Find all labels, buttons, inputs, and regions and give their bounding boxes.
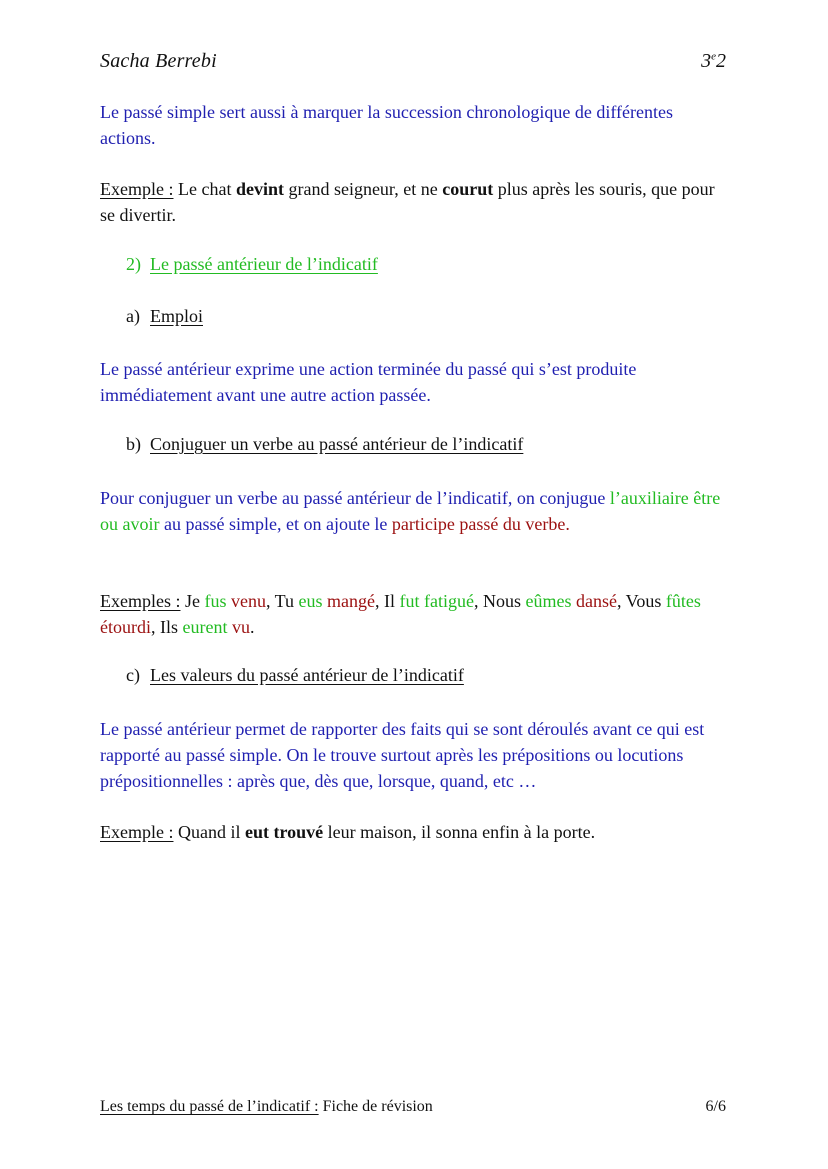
auxiliary-word: fus [204,591,227,611]
footer-title [100,1098,433,1116]
example-label: Exemples : [100,591,181,611]
author-name: Sacha Berrebi [100,50,217,72]
example-text: , Nous [474,591,526,611]
example-text: , Vous [616,591,666,611]
section-heading-2 [126,254,378,275]
participle-word: venu [230,591,266,611]
auxiliary-word: fut [399,591,420,611]
auxiliary-word: eus [298,591,323,611]
auxiliary-word: fûtes [665,591,701,611]
example-text: , Il [375,591,400,611]
participle-word: étourdi [100,617,151,637]
subheading-title: Emploi [150,306,203,326]
example-text: leur maison, il sonna enfin à la porte. [323,822,596,842]
example-text: Le chat [173,179,236,199]
class-base: 3 [701,50,712,72]
example-3 [100,819,730,845]
example-text: Quand il [173,822,245,842]
subheading-a [126,306,203,327]
example-verb: courut [442,179,494,199]
section-title: Le passé antérieur de l’indicatif [150,254,378,274]
participle-word: fatigué [424,591,474,611]
subheading-number: c) [126,665,140,685]
subheading-number: b) [126,434,141,454]
paragraph-text: au passé simple, et on ajoute le [159,514,392,534]
auxiliary-word: eurent [182,617,228,637]
example-verb: devint [235,179,284,199]
example-text: Je [180,591,205,611]
example-verb: eut trouvé [244,822,324,842]
example-label: Exemple : [100,822,174,842]
page-number: 6/6 [705,1098,726,1115]
participle-word: mangé [327,591,376,611]
subheading-number: a) [126,306,140,326]
class-sup: e [711,50,716,63]
paragraph-valeurs: Le passé antérieur permet de rapporter des faits qui se sont déroulés avant ce qui est rapporté au passé simple. On le trouve surtout après les prépositions ou locutions prépositionnelles : après que, dès que, lorsque, quand, etc … [100,719,705,791]
subheading-title: Les valeurs du passé antérieur de l’indicatif [150,665,464,685]
auxiliary-word: eûmes [525,591,572,611]
example-text: , Ils [151,617,183,637]
auxiliary-phrase: l’auxiliaire être ou avoir [100,488,721,534]
paragraph-text: Pour conjuguer un verbe au passé antérieur de l’indicatif, on conjugue [100,488,610,508]
example-text: , Tu [265,591,299,611]
example-text: grand seigneur, et ne [283,179,443,199]
paragraph-emploi: Le passé antérieur exprime une action terminée du passé qui s’est produite immédiatement avant une autre action passée. [100,359,637,405]
subheading-title: Conjuguer un verbe au passé antérieur de l’indicatif [150,434,524,454]
example-label: Exemple : [100,179,174,199]
subheading-b [126,434,523,455]
section-number: 2) [126,254,141,274]
footer-underlined: Les temps du passé de l’indicatif : [100,1098,319,1115]
paragraph-text: . [565,514,570,534]
example-text: . [249,617,255,637]
footer-text: Fiche de révision [318,1098,433,1115]
subheading-c [126,665,464,686]
participle-phrase: participe passé du verbe [391,514,566,534]
paragraph-conjugation [100,485,730,537]
examples-2 [100,588,730,640]
participle-word: vu [231,617,250,637]
participle-word: dansé [576,591,617,611]
example-text: plus après les souris, que pour se divertir. [100,179,715,225]
paragraph-succession: Le passé simple sert aussi à marquer la succession chronologique de différentes actions. [100,102,673,148]
class-num: 2 [716,50,726,72]
example-1 [100,176,730,228]
class-label [701,50,726,73]
